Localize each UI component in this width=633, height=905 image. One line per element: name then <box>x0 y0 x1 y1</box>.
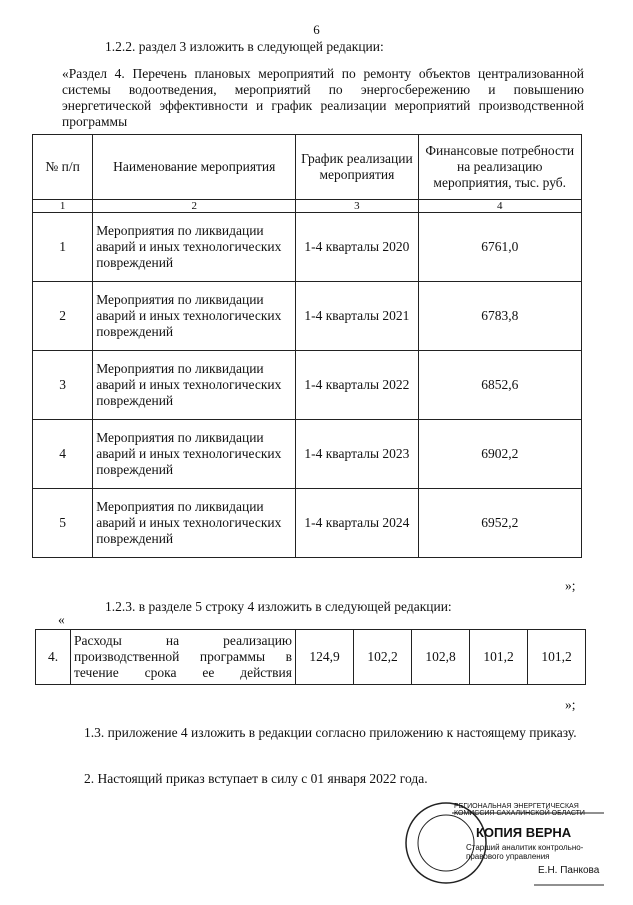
stamp-ring-text: РЕГИОНАЛЬНАЯ ЭНЕРГЕТИЧЕСКАЯ КОМИССИЯ САХАЛИНСКОЙ ОБЛАСТИ <box>454 803 585 817</box>
row-description: Расходы на реализацию производственной программы в течение срока ее действия <box>71 630 296 685</box>
section-1-2-2: 1.2.2. раздел 3 изложить в следующей редакции: <box>105 39 384 54</box>
row-schedule: 1-4 кварталы 2021 <box>296 282 418 351</box>
row-name: Мероприятия по ликвидации аварий и иных технологических повреждений <box>93 282 296 351</box>
table-row <box>33 489 582 558</box>
row-schedule: 1-4 кварталы 2020 <box>296 213 418 282</box>
header-name: Наименование мероприятия <box>93 135 296 200</box>
section-2: 2. Настоящий приказ вступает в силу с 01 января 2022 года. <box>84 771 428 786</box>
section-1-2-3: 1.2.3. в разделе 5 строку 4 изложить в следующей редакции: <box>105 599 452 614</box>
stamp-signer: Е.Н. Панкова <box>538 865 600 876</box>
row-name: Мероприятия по ликвидации аварий и иных технологических повреждений <box>93 213 296 282</box>
row-amount: 6952,2 <box>418 489 582 558</box>
opening-quote: « <box>58 612 65 627</box>
table-row <box>33 351 582 420</box>
closing-quote: »; <box>565 697 576 712</box>
expenses-table <box>35 629 586 685</box>
row-amount: 6852,6 <box>418 351 582 420</box>
value-cell: 102,2 <box>354 630 412 685</box>
stamp-copy-true: КОПИЯ ВЕРНА <box>476 825 572 840</box>
row-name: Мероприятия по ликвидации аварий и иных технологических повреждений <box>93 351 296 420</box>
row-num: 3 <box>33 351 93 420</box>
header-finance: Финансовые потребности на реализацию мероприятия, тыс. руб. <box>418 135 582 200</box>
section-heading: «Раздел 4. Перечень плановых мероприятий по ремонту объектов централизованной системы водоотведения, мероприятий по энергосбережению и повышению энергетической эффективности и график реализации мероприятий производственной программы <box>62 66 584 129</box>
table-row <box>36 630 586 685</box>
closing-quote: »; <box>565 578 576 593</box>
measures-table <box>32 134 582 558</box>
header-num: № п/п <box>33 135 93 200</box>
row-schedule: 1-4 кварталы 2022 <box>296 351 418 420</box>
row-amount: 6902,2 <box>418 420 582 489</box>
section-1-3: 1.3. приложение 4 изложить в редакции согласно приложению к настоящему приказу. <box>84 725 577 740</box>
value-cell: 124,9 <box>296 630 354 685</box>
col-number: 1 <box>33 200 93 213</box>
row-schedule: 1-4 кварталы 2024 <box>296 489 418 558</box>
page-number: 6 <box>313 22 320 37</box>
row-name: Мероприятия по ликвидации аварий и иных технологических повреждений <box>93 420 296 489</box>
row-num: 1 <box>33 213 93 282</box>
row-num: 4 <box>33 420 93 489</box>
col-number: 2 <box>93 200 296 213</box>
table-row <box>33 420 582 489</box>
table-row <box>33 282 582 351</box>
col-number: 4 <box>418 200 582 213</box>
value-cell: 101,2 <box>528 630 586 685</box>
row-num: 2 <box>33 282 93 351</box>
row-amount: 6761,0 <box>418 213 582 282</box>
row-schedule: 1-4 кварталы 2023 <box>296 420 418 489</box>
header-schedule: График реализации мероприятия <box>296 135 418 200</box>
value-cell: 102,8 <box>412 630 470 685</box>
row-num: 5 <box>33 489 93 558</box>
copy-stamp <box>404 795 604 895</box>
row-name: Мероприятия по ликвидации аварий и иных технологических повреждений <box>93 489 296 558</box>
row-amount: 6783,8 <box>418 282 582 351</box>
value-cell: 101,2 <box>470 630 528 685</box>
table-row <box>33 213 582 282</box>
col-number: 3 <box>296 200 418 213</box>
stamp-position: Старший аналитик контрольно-правового управления <box>466 843 584 861</box>
row-num: 4. <box>36 630 71 685</box>
